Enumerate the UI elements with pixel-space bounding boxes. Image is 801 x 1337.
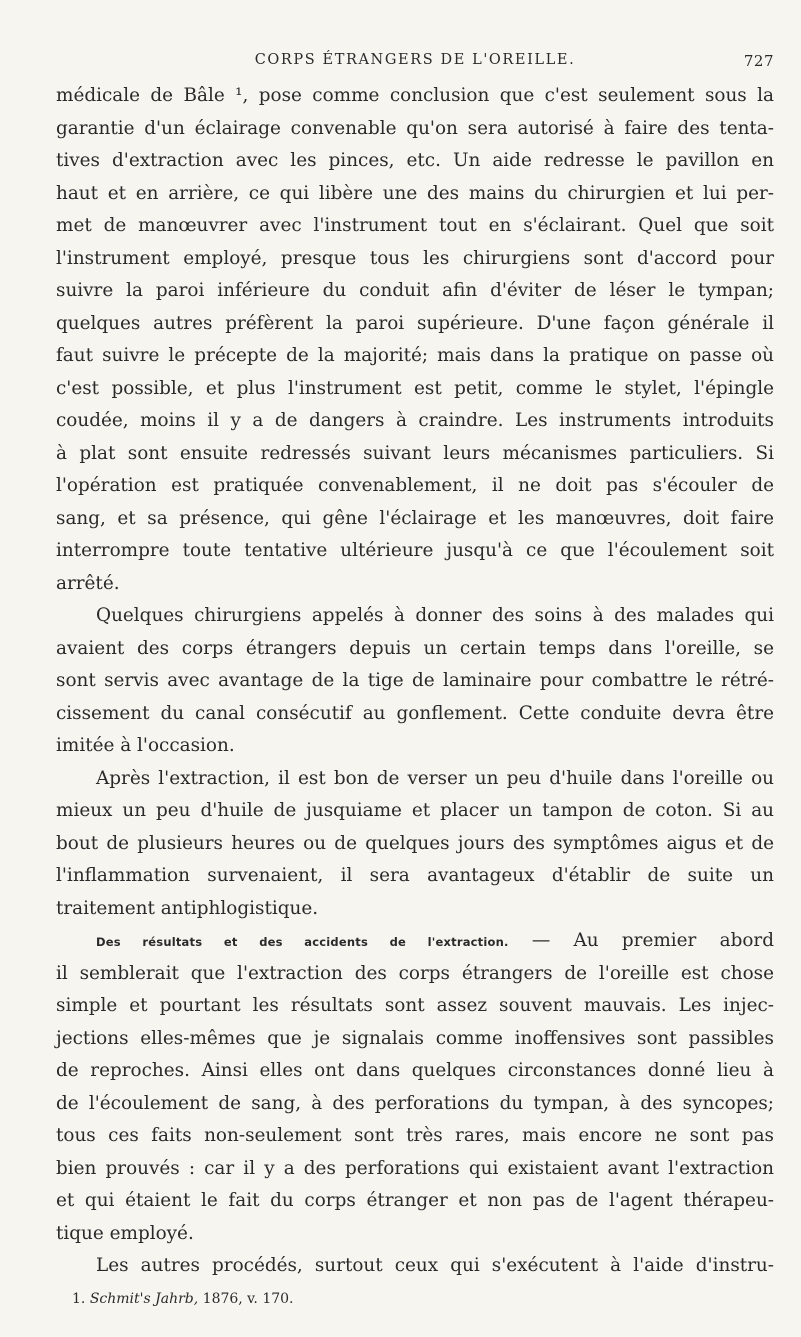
text-line: de l'écoulement de sang, à des perforations du tympan, à des syncopes;	[56, 1092, 774, 1114]
text-line: coudée, moins il y a de dangers à craindre. Les instruments introduits	[56, 410, 774, 431]
text-line: à plat sont ensuite redressés suivant leurs mécanismes particuliers. Si	[56, 442, 774, 464]
text-line: bout de plusieurs heures ou de quelques jours des symptômes aigus et de	[56, 832, 774, 854]
footnote-number: 1.	[72, 1291, 86, 1307]
text-line: garantie d'un éclairage convenable qu'on sera autorisé à faire des tenta-	[56, 117, 774, 139]
text-line: traitement antiphlogistique.	[56, 897, 319, 919]
text-line: bien prouvés : car il y a des perforations qui existaient avant l'extraction	[56, 1157, 774, 1179]
text-line: interrompre toute tentative ultérieure jusqu'à ce que l'écoulement soit	[56, 540, 774, 561]
main-text	[56, 80, 774, 1283]
text-line: tique employé.	[56, 1222, 194, 1244]
footnote-reference: 1876, v. 170.	[202, 1291, 294, 1307]
section-heading: Des résultats et des accidents de l'extraction.	[96, 935, 509, 949]
text-line: jections elles-mêmes que je signalais comme inoffensives sont passibles	[56, 1027, 774, 1049]
text-line: tous ces faits non-seulement sont très rares, mais encore ne sont pas	[56, 1125, 774, 1146]
text-line: de reproches. Ainsi elles ont dans quelques circonstances donné lieu à	[56, 1060, 774, 1081]
text-line: quelques autres préfèrent la paroi supérieure. D'une façon générale il	[56, 312, 774, 334]
text-line: et qui étaient le fait du corps étranger et non pas de l'agent thérapeu-	[56, 1190, 774, 1211]
section-heading-tail: — Au premier abord	[531, 930, 774, 951]
text-line: sont servis avec avantage de la tige de laminaire pour combattre le rétré-	[56, 670, 774, 691]
text-line: l'inflammation survenaient, il sera avantageux d'établir de suite un	[56, 865, 774, 886]
text-line: Après l'extraction, il est bon de verser un peu d'huile dans l'oreille ou	[96, 767, 774, 789]
text-line: l'opération est pratiquée convenablement, il ne doit pas s'écouler de	[56, 475, 774, 496]
text-line: sang, et sa présence, qui gêne l'éclairage et les manœuvres, doit faire	[56, 507, 774, 529]
text-line: mieux un peu d'huile de jusquiame et placer un tampon de coton. Si au	[56, 800, 774, 821]
page-number: 727	[743, 52, 774, 70]
text-line: haut et en arrière, ce qui libère une des mains du chirurgien et lui per-	[56, 182, 774, 204]
text-line: imitée à l'occasion.	[56, 735, 235, 756]
text-line: met de manœuvrer avec l'instrument tout en s'éclairant. Quel que soit	[56, 215, 774, 236]
section-heading-line	[56, 925, 774, 958]
text-line: c'est possible, et plus l'instrument est petit, comme le stylet, l'épingle	[56, 377, 774, 399]
text-line: arrêté.	[56, 572, 120, 594]
text-line: il semblerait que l'extraction des corps étrangers de l'oreille est chose	[56, 962, 774, 984]
text-line: avaient des corps étrangers depuis un certain temps dans l'oreille, se	[56, 637, 774, 659]
text-line: cissement du canal consécutif au gonflement. Cette conduite devra être	[56, 702, 774, 724]
running-title: CORPS ÉTRANGERS DE L'OREILLE.	[254, 52, 576, 68]
text-line: l'instrument employé, presque tous les chirurgiens sont d'accord pour	[56, 247, 774, 269]
text-line: médicale de Bâle ¹, pose comme conclusion que c'est seulement sous la	[56, 85, 774, 106]
text-line: Quelques chirurgiens appelés à donner des soins à des malades qui	[96, 605, 774, 626]
text-line: suivre la paroi inférieure du conduit afin d'éviter de léser le tympan;	[56, 280, 774, 301]
text-line: faut suivre le précepte de la majorité; mais dans la pratique on passe où	[56, 345, 774, 366]
footnote-source: Schmit's Jahrb,	[89, 1291, 199, 1307]
text-line: tives d'extraction avec les pinces, etc. Un aide redresse le pavillon en	[56, 150, 774, 171]
text-line: Les autres procédés, surtout ceux qui s'exécutent à l'aide d'instru-	[96, 1255, 774, 1276]
running-header	[56, 52, 774, 72]
text-line: simple et pourtant les résultats sont assez souvent mauvais. Les injec-	[56, 995, 774, 1016]
footnote	[72, 1290, 294, 1308]
